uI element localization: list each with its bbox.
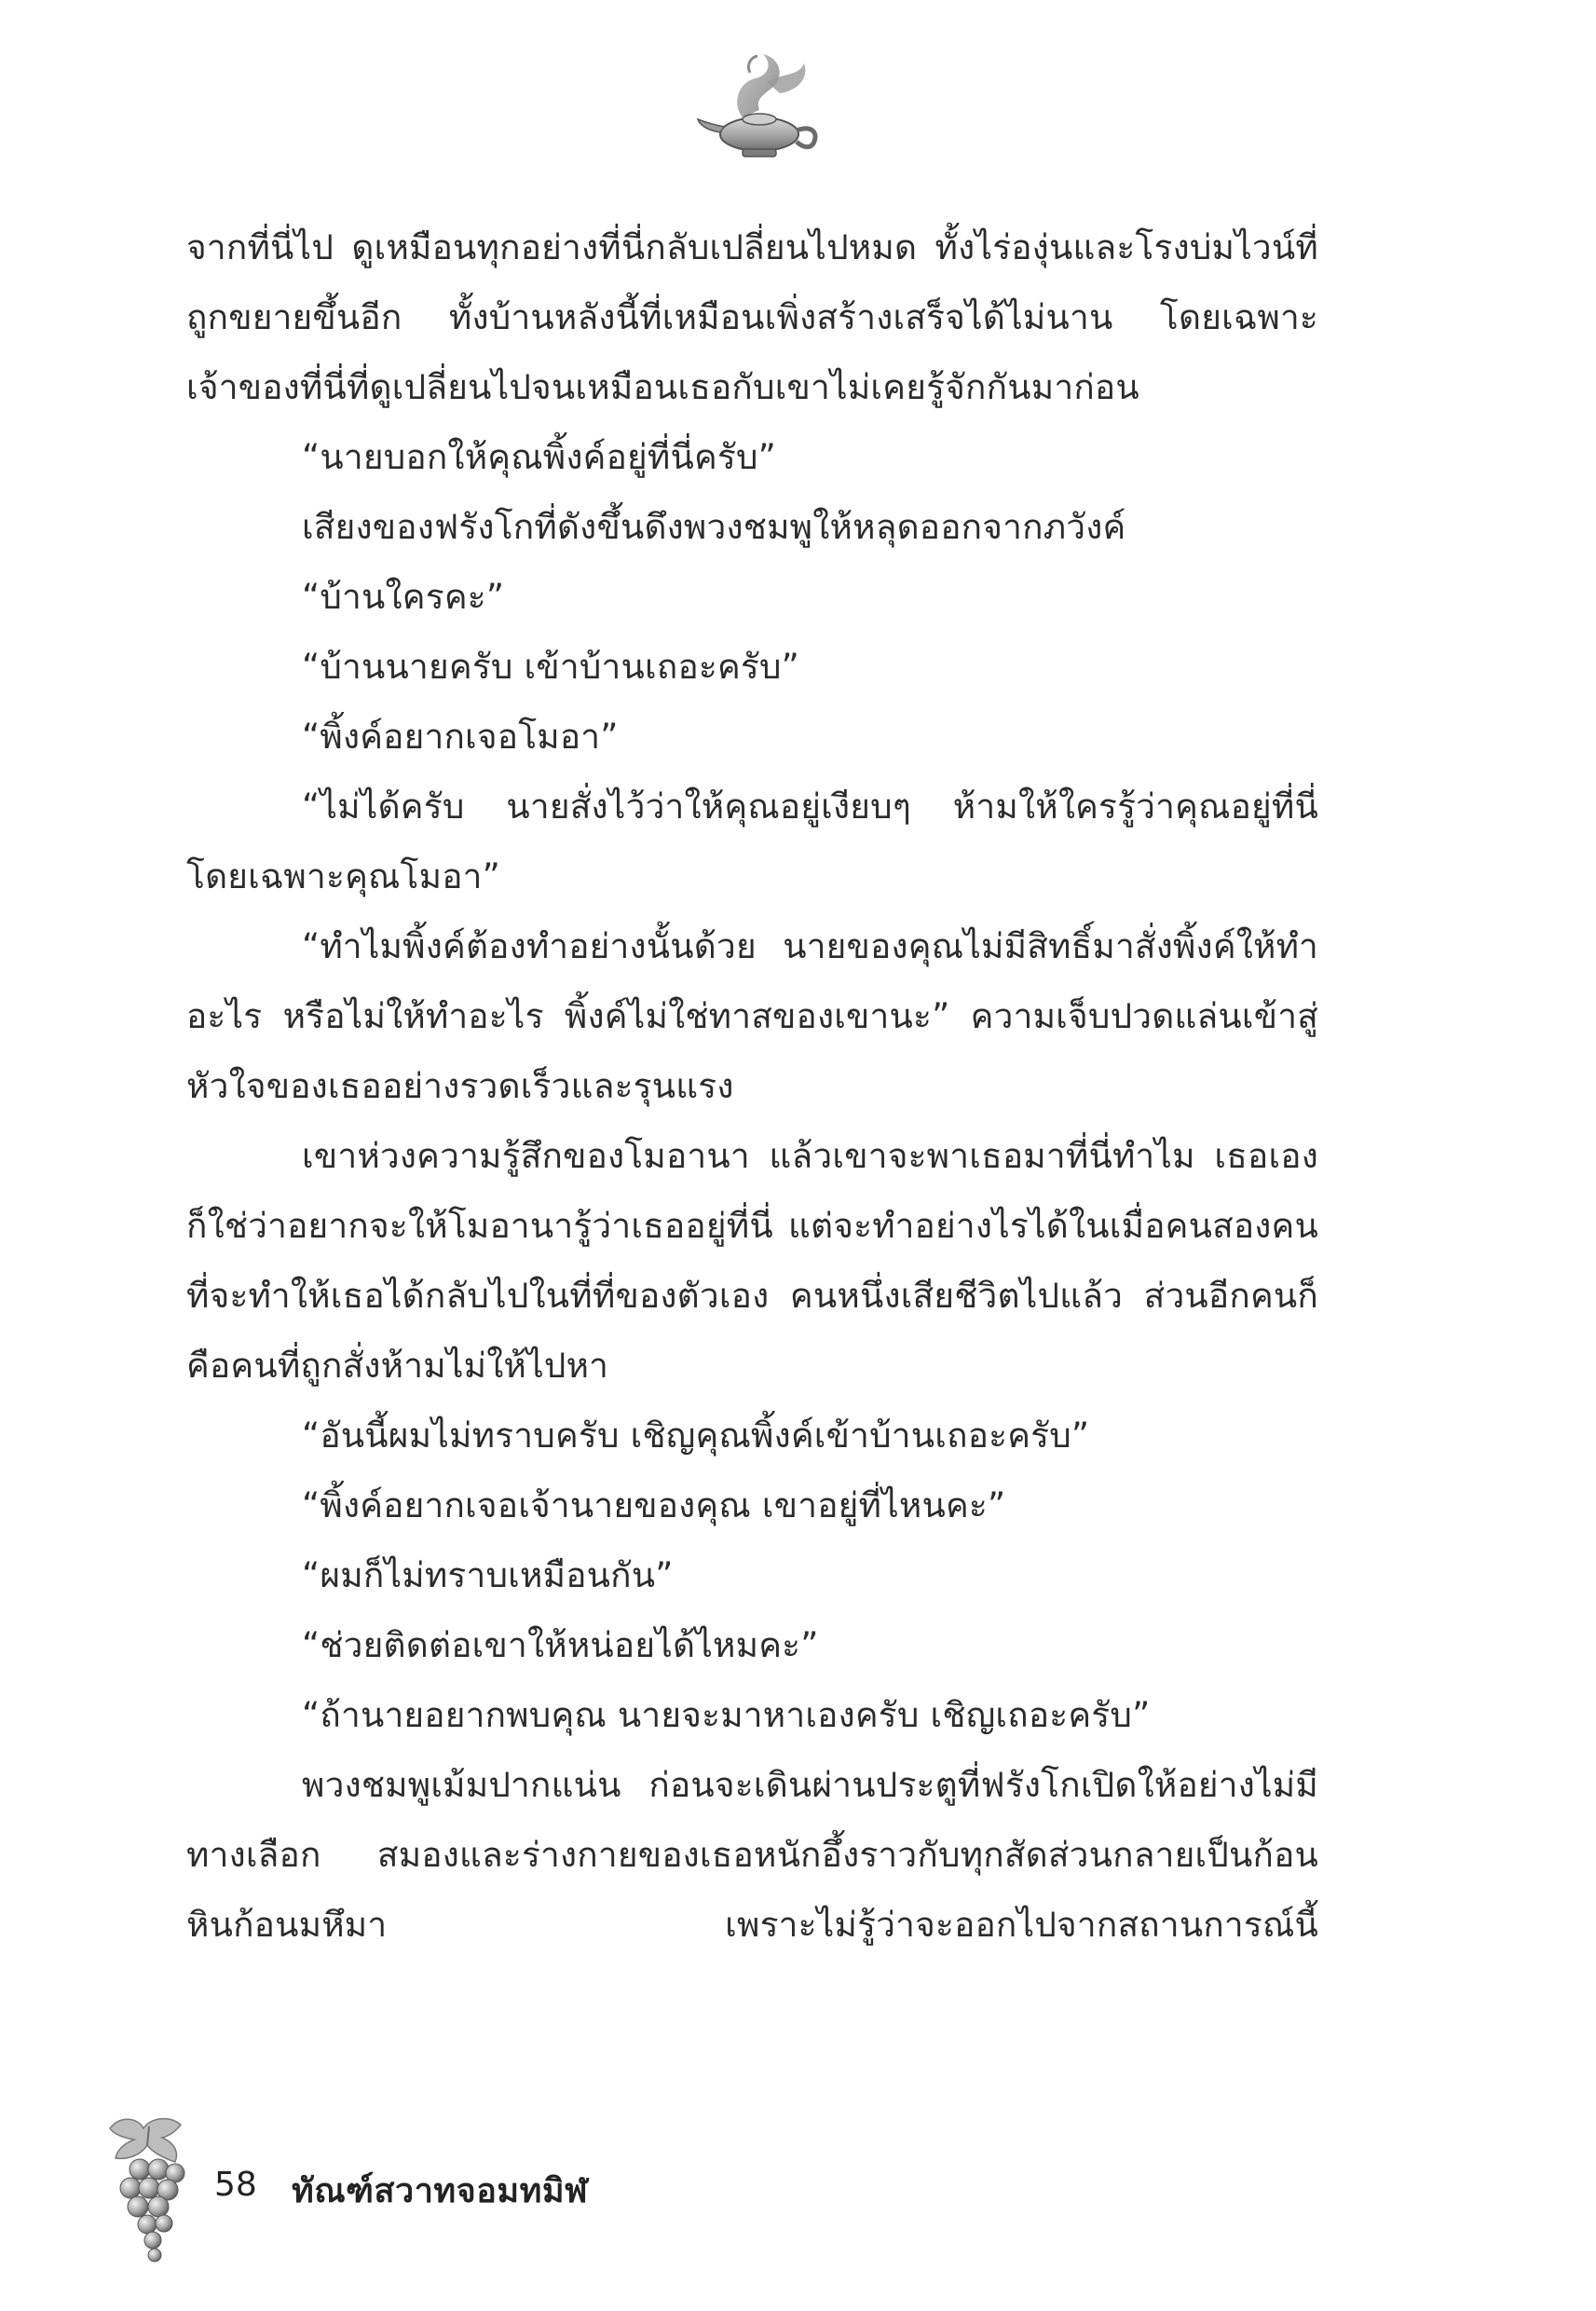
paragraph: “ไม่ได้ครับ นายสั่งไว้ว่าให้คุณอยู่เงียบๆ ห้ามให้ใครรู้ว่าคุณอยู่ที่นี่ โดยเฉพาะคุณโมอา” <box>186 786 1318 896</box>
paragraph: “ทำไมพิ้งค์ต้องทำอย่างนั้นด้วย นายของคุณไม่มีสิทธิ์มาสั่งพิ้งค์ให้ทำอะไร หรือไม่ให้ทำอะไร พิ้งค์ไม่ใช่ทาสของเขานะ” ความเจ็บปวดแล่นเข้าสู่หัวใจของเธออย่างรวดเร็วและรุนแรง <box>186 926 1318 1106</box>
paragraph: จากที่นี่ไป ดูเหมือนทุกอย่างที่นี่กลับเปลี่ยนไปหมด ทั้งไร่องุ่นและโรงบ่มไวน์ที่ถูกขยายขึ้นอีก ทั้งบ้านหลังนี้ที่เหมือนเพิ่งสร้างเสร็จได้ไม่นาน โดยเฉพาะเจ้าของที่นี่ที่ดูเปลี่ยนไปจนเหมือนเธอกับเขาไม่เคยรู้จักกันมาก่อน <box>186 227 1318 407</box>
paragraph: “พิ้งค์อยากเจอเจ้านายของคุณ เขาอยู่ที่ไหนคะ” <box>302 1485 1006 1525</box>
paragraph: “อันนี้ผมไม่ทราบครับ เชิญคุณพิ้งค์เข้าบ้านเถอะครับ” <box>302 1415 1090 1456</box>
genie-lamp-icon <box>694 45 825 166</box>
paragraph: “ถ้านายอยากพบคุณ นายจะมาหาเองครับ เชิญเถอะครับ” <box>302 1695 1151 1735</box>
paragraph: “นายบอกให้คุณพิ้งค์อยู่ที่นี่ครับ” <box>302 437 777 477</box>
paragraph: “ผมก็ไม่ทราบเหมือนกัน” <box>302 1555 674 1595</box>
body-text <box>186 212 1318 1960</box>
page-footer <box>101 2108 753 2266</box>
paragraph: “พิ้งค์อยากเจอโมอา” <box>302 717 619 757</box>
paragraph: “บ้านใครคะ” <box>302 577 505 617</box>
paragraph: เขาห่วงความรู้สึกของโมอานา แล้วเขาจะพาเธอมาที่นี่ทำไม เธอเองก็ใช่ว่าอยากจะให้โมอานารู้ว่าเธออยู่ที่นี่ แต่จะทำอย่างไรได้ในเมื่อคนสองคนที่จะทำให้เธอได้กลับไปในที่ที่ของตัวเอง คนหนึ่งเสียชีวิตไปแล้ว ส่วนอีกคนก็คือคนที่ถูกสั่งห้ามไม่ให้ไปหา <box>186 1136 1318 1386</box>
paragraph: พวงชมพูเม้มปากแน่น ก่อนจะเดินผ่านประตูที่ฟรังโกเปิดให้อย่างไม่มีทางเลือก สมองและร่างกายของเธอหนักอึ้งราวกับทุกสัดส่วนกลายเป็นก้อนหินก้อนมหึมา เพราะไม่รู้ว่าจะออกไปจากสถานการณ์นี้ <box>186 1765 1318 1945</box>
grape-cluster-icon <box>101 2108 203 2266</box>
page-number: 58 <box>214 2166 257 2204</box>
paragraph: เสียงของฟรังโกที่ดังขึ้นดึงพวงชมพูให้หลุดออกจากภวังค์ <box>302 507 1126 547</box>
paragraph: “บ้านนายครับ เข้าบ้านเถอะครับ” <box>302 647 800 687</box>
book-title: ทัณฑ์สวาทจอมทมิฬ <box>292 2172 589 2210</box>
paragraph: “ช่วยติดต่อเขาให้หน่อยได้ไหมคะ” <box>302 1625 819 1665</box>
